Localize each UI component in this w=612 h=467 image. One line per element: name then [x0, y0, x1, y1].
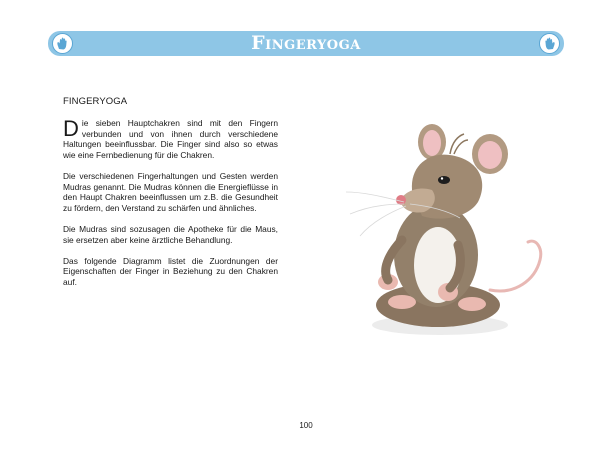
meditating-mouse-icon — [340, 120, 560, 345]
drop-cap: D — [63, 116, 79, 141]
section-heading: FINGERYOGA — [63, 96, 128, 107]
paragraph: Das folgende Diagramm listet die Zuordnungen der Eigenschaften der Finger in Beziehung zu den Chakren auf. — [63, 255, 278, 287]
banner-title: Fingeryoga — [251, 32, 361, 54]
paragraph: Die Mudras sind sozusagen die Apotheke für die Maus, sie ersetzen aber keine ärztliche Behandlung. — [63, 223, 278, 245]
title-banner — [48, 31, 564, 56]
page-number: 100 — [299, 421, 313, 430]
paragraph — [63, 118, 278, 160]
paragraph: Die verschiedenen Fingerhaltungen und Gesten werden Mudras genannt. Die Mudras können die Energieflüsse in den Haupt Chakren beeinflussen um z.B. die Gesundheit zu fördern, den Verstand zu schärfen und ähnliches. — [63, 170, 278, 213]
hand-icon — [539, 33, 560, 54]
body-text — [63, 118, 278, 298]
paragraph-text: ie sieben Hauptchakren sind mit den Fingern verbunden und von ihnen durch verschiedene Haltungen beeinflussbar. Die Finger sind also so etwas wie eine Fernbedienung für die Chakren. — [63, 118, 278, 160]
